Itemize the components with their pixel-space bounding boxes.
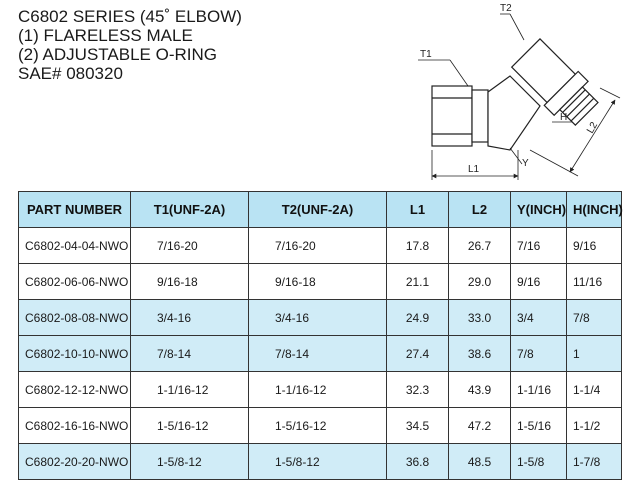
t2-cell: 9/16-18: [249, 264, 387, 300]
t1-cell: 9/16-18: [131, 264, 249, 300]
t1-cell: 1-5/8-12: [131, 444, 249, 480]
table-header-row: [19, 192, 622, 228]
y-cell: 1-1/16: [511, 372, 567, 408]
l1-label: L1: [468, 164, 480, 175]
sae-number: SAE# 080320: [18, 64, 123, 83]
part-number-cell: C6802-08-08-NWO: [19, 300, 131, 336]
part-number-cell: C6802-16-16-NWO: [19, 408, 131, 444]
table-row: [19, 228, 622, 264]
y-cell: 1-5/16: [511, 408, 567, 444]
title-block: [18, 7, 242, 83]
h-label: H: [560, 112, 568, 123]
h-cell: 7/8: [567, 300, 622, 336]
t2-cell: 7/8-14: [249, 336, 387, 372]
t1-cell: 3/4-16: [131, 300, 249, 336]
l2-cell: 47.2: [449, 408, 511, 444]
part-number-cell: C6802-20-20-NWO: [19, 444, 131, 480]
t1-cell: 7/16-20: [131, 228, 249, 264]
l2-cell: 38.6: [449, 336, 511, 372]
t1-cell: 1-1/16-12: [131, 372, 249, 408]
y-label: Y: [522, 158, 529, 169]
t2-cell: 1-1/16-12: [249, 372, 387, 408]
t2-cell: 3/4-16: [249, 300, 387, 336]
y-cell: 3/4: [511, 300, 567, 336]
table-row: [19, 372, 622, 408]
l2-cell: 48.5: [449, 444, 511, 480]
l1-cell: 27.4: [387, 336, 449, 372]
t1-cell: 7/8-14: [131, 336, 249, 372]
y-cell: 1-5/8: [511, 444, 567, 480]
l1-cell: 17.8: [387, 228, 449, 264]
l2-ext-a: [530, 150, 578, 176]
header-t2: T2(UNF-2A): [249, 192, 387, 228]
h-cell: 1-1/2: [567, 408, 622, 444]
l2-ext-b: [600, 88, 620, 98]
table-body: [19, 228, 622, 480]
l2-cell: 43.9: [449, 372, 511, 408]
part-number-cell: C6802-04-04-NWO: [19, 228, 131, 264]
l2-label: L2: [585, 120, 601, 136]
t2-leader: [510, 14, 524, 40]
y-cell: 9/16: [511, 264, 567, 300]
subtitle-flareless: (1) FLARELESS MALE: [18, 26, 193, 45]
y-cell: 7/8: [511, 336, 567, 372]
lower-hex: [472, 90, 488, 142]
elbow-fitting-drawing: [410, 0, 630, 185]
t1-label: T1: [420, 49, 432, 60]
h-cell: 1-1/4: [567, 372, 622, 408]
l2-cell: 29.0: [449, 264, 511, 300]
y-leader: [510, 148, 522, 164]
l1-cell: 34.5: [387, 408, 449, 444]
male-body: [432, 86, 472, 146]
table-row: [19, 444, 622, 480]
h-cell: 11/16: [567, 264, 622, 300]
specification-table: [18, 191, 622, 480]
t2-cell: 1-5/16-12: [249, 408, 387, 444]
header-h: H(INCH): [567, 192, 622, 228]
header-l2: L2: [449, 192, 511, 228]
t2-cell: 1-5/8-12: [249, 444, 387, 480]
l1-cell: 21.1: [387, 264, 449, 300]
header-l1: L1: [387, 192, 449, 228]
table-row: [19, 336, 622, 372]
t2-label: T2: [500, 3, 512, 14]
series-title: C6802 SERIES (45˚ ELBOW): [18, 7, 242, 26]
table-row: [19, 264, 622, 300]
header-y: Y(INCH): [511, 192, 567, 228]
table-row: [19, 300, 622, 336]
l1-cell: 36.8: [387, 444, 449, 480]
l2-cell: 26.7: [449, 228, 511, 264]
part-number-cell: C6802-10-10-NWO: [19, 336, 131, 372]
header-t1: T1(UNF-2A): [131, 192, 249, 228]
t1-cell: 1-5/16-12: [131, 408, 249, 444]
header-part-number: PART NUMBER: [19, 192, 131, 228]
part-number-cell: C6802-12-12-NWO: [19, 372, 131, 408]
h-cell: 1: [567, 336, 622, 372]
t1-leader: [450, 60, 468, 86]
h-cell: 1-7/8: [567, 444, 622, 480]
l1-cell: 32.3: [387, 372, 449, 408]
part-number-cell: C6802-06-06-NWO: [19, 264, 131, 300]
t2-cell: 7/16-20: [249, 228, 387, 264]
h-cell: 9/16: [567, 228, 622, 264]
l1-cell: 24.9: [387, 300, 449, 336]
subtitle-oring: (2) ADJUSTABLE O-RING: [18, 45, 217, 64]
table-row: [19, 408, 622, 444]
l2-cell: 33.0: [449, 300, 511, 336]
y-cell: 7/16: [511, 228, 567, 264]
